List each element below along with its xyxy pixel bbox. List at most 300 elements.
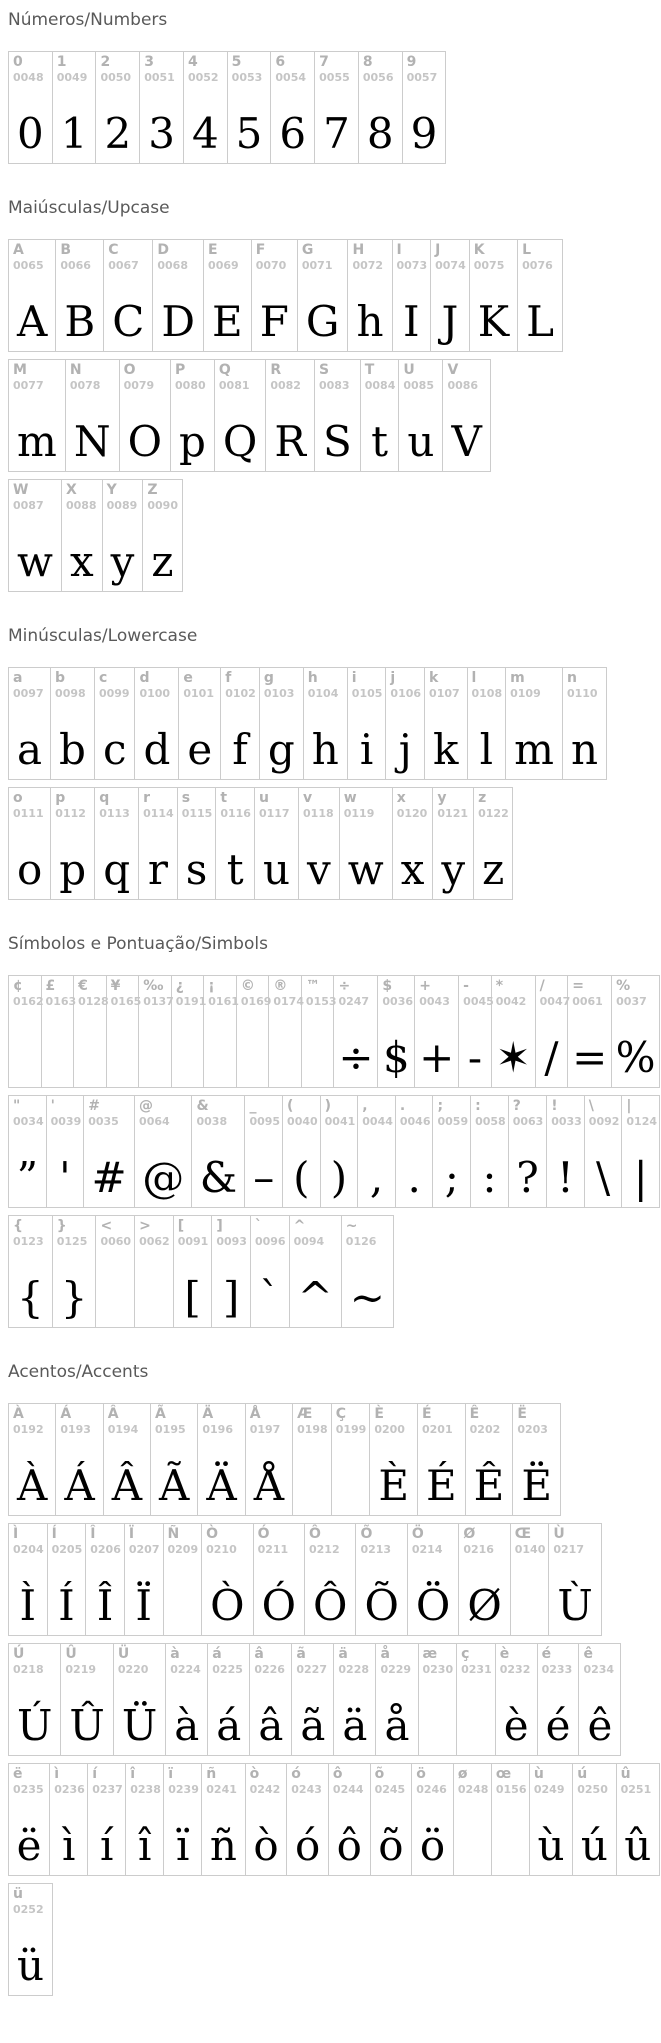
cell-glyph-preview: :	[482, 1153, 497, 1202]
cell-character-label: û	[620, 1766, 631, 1782]
cell-head	[612, 979, 659, 1008]
glyph-cell	[9, 1524, 48, 1635]
cell-character-label: L	[522, 242, 532, 258]
glyph-cell	[376, 1644, 418, 1755]
cell-unicode-code: 0120	[396, 807, 428, 820]
cell-character-label: H	[352, 242, 365, 258]
cell-unicode-code: 0237	[92, 1783, 123, 1796]
glyph-cell	[492, 976, 536, 1087]
cell-unicode-code: 0115	[181, 807, 213, 820]
cell-character-label: ñ	[206, 1766, 217, 1782]
glyph-cell	[496, 1644, 538, 1755]
glyph-cell	[246, 1404, 293, 1515]
cell-head	[61, 1647, 112, 1676]
glyph-cell	[107, 976, 140, 1087]
cell-unicode-code: 0098	[55, 687, 86, 700]
glyph-cell	[74, 976, 107, 1087]
cell-unicode-code: 0238	[130, 1783, 161, 1796]
cell-character-label: {	[13, 1218, 23, 1234]
cell-character-label: ©	[240, 978, 255, 994]
cell-unicode-code: 0109	[510, 687, 541, 700]
cell-unicode-code: 0092	[588, 1115, 620, 1128]
glyph-cell	[51, 668, 95, 779]
cell-glyph-preview: .	[407, 1153, 421, 1202]
cell-glyph-preview: ö	[419, 1821, 446, 1870]
cell-head	[433, 791, 473, 820]
cell-character-label: ù	[533, 1766, 544, 1782]
cell-unicode-code: 0207	[128, 1543, 160, 1556]
glyph-row	[8, 239, 563, 352]
cell-character-label: Ç	[335, 1406, 346, 1422]
glyph-cell	[415, 976, 459, 1087]
glyph-cell	[9, 1216, 53, 1327]
cell-unicode-code: 0034	[13, 1115, 44, 1128]
cell-unicode-code: 0214	[411, 1543, 443, 1556]
cell-head	[399, 363, 442, 392]
cell-unicode-code: 0174	[273, 995, 304, 1008]
glyph-cell	[9, 788, 51, 899]
cell-character-label: D	[157, 242, 169, 258]
cell-head	[266, 363, 314, 392]
glyph-cell	[135, 668, 179, 779]
cell-unicode-code: 0239	[168, 1783, 199, 1796]
glyph-cell	[433, 788, 474, 899]
glyph-cell	[269, 976, 302, 1087]
cell-head	[415, 979, 458, 1008]
cell-character-label: â	[254, 1646, 264, 1662]
cell-head	[459, 978, 494, 1008]
cell-unicode-code: 0122	[478, 807, 509, 820]
cell-glyph-preview: ù	[537, 1821, 565, 1870]
cell-glyph-preview: Û	[69, 1701, 105, 1750]
cell-character-label: é	[541, 1646, 552, 1662]
cell-head	[95, 791, 138, 820]
cell-head	[9, 55, 52, 84]
cell-glyph-preview: !	[557, 1153, 574, 1202]
cell-unicode-code: 0047	[539, 995, 571, 1008]
glyph-cell	[459, 1524, 510, 1635]
glyph-cell	[47, 1096, 85, 1207]
cell-character-label: ü	[13, 1886, 23, 1902]
cell-glyph-preview: m	[17, 417, 57, 466]
cell-head	[433, 1099, 470, 1128]
cell-head	[202, 1767, 244, 1796]
glyph-cell	[51, 788, 95, 899]
cell-head	[9, 363, 65, 392]
cell-head	[393, 791, 433, 820]
cell-unicode-code: 0165	[110, 995, 142, 1008]
glyph-row	[8, 479, 183, 592]
cell-head	[549, 1527, 600, 1556]
cell-unicode-code: 0105	[351, 687, 383, 700]
cell-character-label: P	[175, 362, 186, 378]
cell-character-label: .	[399, 1098, 406, 1114]
cell-glyph-preview: ?	[516, 1153, 539, 1202]
glyph-cell	[334, 976, 378, 1087]
cell-head	[321, 1099, 358, 1128]
glyph-cell	[208, 1644, 250, 1755]
cell-head	[315, 363, 360, 392]
glyph-cell	[84, 1096, 135, 1207]
cell-character-label: È	[374, 1406, 384, 1422]
glyph-cell	[48, 1524, 87, 1635]
cell-unicode-code: 0036	[382, 995, 414, 1008]
cell-glyph-preview: c	[102, 725, 127, 774]
cell-glyph-preview: v	[307, 845, 331, 894]
cell-character-label: A	[13, 242, 24, 258]
cell-character-label: 5	[231, 54, 242, 70]
cell-glyph-preview: t	[371, 417, 388, 466]
cell-head	[74, 978, 109, 1008]
cell-head	[298, 243, 348, 272]
cell-head	[107, 978, 142, 1008]
cell-unicode-code: 0225	[212, 1663, 243, 1676]
cell-character-label: i	[351, 670, 357, 686]
cell-glyph-preview: m	[514, 725, 554, 774]
cell-unicode-code: 0126	[345, 1235, 377, 1248]
cell-glyph-preview: u	[262, 845, 291, 894]
cell-character-label: >	[139, 1218, 151, 1234]
glyph-cell	[396, 1096, 434, 1207]
cell-character-label: Ô	[309, 1526, 321, 1542]
cell-character-label: "	[13, 1098, 21, 1114]
cell-head	[56, 1407, 102, 1436]
cell-character-label: x	[396, 790, 406, 806]
cell-head	[252, 243, 297, 272]
cell-character-label: y	[437, 790, 447, 806]
cell-character-label: +	[419, 978, 431, 994]
cell-head	[315, 55, 358, 84]
cell-unicode-code: 0114	[143, 807, 174, 820]
cell-unicode-code: 0082	[270, 379, 301, 392]
cell-head	[216, 791, 254, 820]
cell-unicode-code: 0070	[255, 259, 287, 272]
cell-character-label: É	[421, 1406, 432, 1422]
cell-glyph-preview: ^	[297, 1273, 333, 1322]
glyph-cell	[104, 240, 153, 351]
glyph-cell	[419, 1644, 458, 1755]
cell-character-label: z	[478, 790, 487, 806]
glyph-cell	[135, 1096, 192, 1207]
cell-character-label: ‰	[143, 978, 164, 994]
cell-unicode-code: 0137	[143, 995, 174, 1008]
cell-head	[492, 1767, 529, 1796]
cell-glyph-preview: ~	[349, 1273, 385, 1322]
cell-character-label: -	[463, 978, 469, 994]
cell-character-label: q	[99, 790, 110, 806]
glyph-row	[8, 1763, 660, 1876]
cell-head	[293, 1407, 331, 1436]
cell-head	[139, 978, 174, 1008]
cell-head	[9, 1767, 49, 1796]
cell-glyph-preview: À	[17, 1461, 48, 1510]
cell-character-label: g	[263, 670, 274, 686]
cell-character-label: 1	[56, 54, 67, 70]
cell-head	[269, 978, 304, 1008]
cell-unicode-code: 0037	[616, 995, 647, 1008]
cell-glyph-preview: +	[419, 1033, 455, 1082]
cell-glyph-preview: Ú	[17, 1701, 53, 1750]
cell-character-label: ¡	[208, 978, 215, 994]
glyph-cell	[506, 668, 563, 779]
cell-glyph-preview: á	[216, 1701, 242, 1750]
glyph-cell	[468, 668, 507, 779]
cell-character-label: ì	[54, 1766, 60, 1782]
cell-glyph-preview: é	[545, 1701, 571, 1750]
cell-glyph-preview: u	[407, 417, 435, 466]
glyph-row	[8, 667, 607, 780]
glyph-cell	[290, 1216, 342, 1327]
cell-head	[120, 363, 170, 392]
cell-unicode-code: 0232	[499, 1663, 531, 1676]
cell-character-label: Ø	[463, 1526, 476, 1542]
cell-unicode-code: 0063	[512, 1115, 544, 1128]
cell-unicode-code: 0071	[301, 259, 333, 272]
cell-character-label: U	[403, 362, 415, 378]
cell-unicode-code: 0088	[65, 499, 97, 512]
cell-character-label: f	[225, 670, 232, 686]
cell-character-label: '	[50, 1098, 55, 1114]
glyph-cell	[334, 1644, 376, 1755]
glyph-cell	[221, 668, 260, 779]
cell-glyph-preview: @	[142, 1153, 185, 1202]
glyph-cell	[474, 788, 512, 899]
glyph-cell	[251, 1216, 290, 1327]
glyph-cell	[96, 52, 140, 163]
glyph-cell	[9, 1764, 50, 1875]
cell-character-label: m	[510, 670, 525, 686]
cell-unicode-code: 0045	[463, 995, 494, 1008]
cell-head	[192, 1099, 244, 1128]
cell-glyph-preview: =	[572, 1033, 608, 1082]
cell-character-label: ú	[577, 1766, 588, 1782]
cell-unicode-code: 0067	[108, 259, 139, 272]
cell-head	[135, 671, 178, 700]
glyph-cell	[340, 788, 393, 899]
cell-head	[496, 1647, 537, 1676]
cell-character-label: î	[130, 1766, 136, 1782]
cell-character-label: Ä	[202, 1406, 214, 1422]
glyph-cell	[433, 1096, 471, 1207]
cell-head	[290, 1219, 341, 1248]
cell-head	[140, 55, 183, 84]
glyph-cell	[305, 1524, 356, 1635]
cell-head	[403, 55, 446, 84]
glyph-cell	[50, 1764, 88, 1875]
cell-glyph-preview: B	[64, 297, 96, 346]
cell-glyph-preview: Î	[96, 1581, 114, 1630]
cell-unicode-code: 0228	[338, 1663, 370, 1676]
cell-head	[42, 978, 77, 1008]
cell-unicode-code: 0093	[216, 1235, 247, 1248]
cell-head	[492, 979, 535, 1008]
cell-character-label: æ	[422, 1646, 438, 1662]
cell-unicode-code: 0204	[13, 1543, 44, 1556]
cell-character-label: Z	[147, 482, 158, 498]
cell-unicode-code: 0059	[437, 1115, 469, 1128]
cell-character-label: 9	[406, 54, 417, 70]
cell-character-label: n	[566, 670, 577, 686]
cell-head	[513, 1407, 560, 1436]
cell-character-label: ÷	[338, 978, 351, 994]
cell-unicode-code: 0236	[54, 1783, 85, 1796]
glyph-cell	[153, 240, 204, 351]
cell-glyph-preview: É	[425, 1461, 457, 1510]
cell-glyph-preview: k	[433, 725, 459, 774]
cell-head	[506, 671, 562, 700]
cell-glyph-preview: í	[100, 1821, 114, 1870]
glyph-cell	[184, 52, 228, 163]
cell-unicode-code: 0194	[107, 1423, 139, 1436]
cell-character-label: ?	[512, 1098, 521, 1114]
cell-character-label: F	[255, 242, 266, 258]
cell-unicode-code: 0094	[293, 1235, 325, 1248]
glyph-cell	[408, 1524, 459, 1635]
cell-glyph-preview: s	[185, 845, 208, 894]
cell-unicode-code: 0140	[514, 1543, 546, 1556]
glyph-cell	[356, 1524, 407, 1635]
cell-unicode-code: 0245	[374, 1783, 406, 1796]
glyph-cell	[171, 360, 215, 471]
cell-character-label: œ	[495, 1766, 512, 1782]
cell-character-label: #	[88, 1098, 100, 1114]
cell-glyph-preview: 6	[279, 109, 307, 158]
cell-head	[9, 1099, 46, 1128]
cell-character-label: ¢	[13, 978, 23, 994]
cell-glyph-preview: R	[274, 417, 306, 466]
cell-glyph-preview: Ë	[521, 1461, 552, 1510]
cell-head	[48, 1527, 86, 1556]
glyph-cell	[198, 1404, 245, 1515]
cell-head	[340, 791, 392, 820]
cell-head	[47, 1099, 84, 1128]
cell-glyph-preview: ;	[444, 1153, 459, 1202]
cell-unicode-code: 0153	[305, 995, 337, 1008]
cell-glyph-preview: E	[212, 297, 243, 346]
cell-character-label: €	[78, 978, 88, 994]
section-lowercase	[8, 626, 655, 900]
cell-head	[271, 55, 314, 84]
glyph-cell	[358, 1096, 396, 1207]
cell-head	[9, 1219, 52, 1248]
cell-head	[376, 1647, 417, 1676]
cell-glyph-preview: Ê	[473, 1461, 505, 1510]
cell-glyph-preview: b	[59, 725, 86, 774]
cell-glyph-preview: {	[17, 1273, 44, 1322]
cell-character-label: ä	[338, 1646, 348, 1662]
cell-glyph-preview: F	[259, 297, 289, 346]
cell-head	[361, 363, 399, 392]
cell-glyph-preview: Ï	[135, 1581, 152, 1630]
cell-unicode-code: 0035	[88, 1115, 119, 1128]
cell-head	[62, 483, 102, 512]
cell-glyph-preview: Ã	[159, 1461, 190, 1510]
cell-character-label: 2	[100, 54, 111, 70]
cell-unicode-code: 0251	[620, 1783, 652, 1796]
glyph-cell	[332, 1404, 371, 1515]
glyph-cell	[9, 1404, 56, 1515]
cell-character-label: a	[13, 670, 23, 686]
glyph-cell	[237, 976, 270, 1087]
cell-head	[153, 243, 203, 272]
glyph-cell	[164, 1524, 203, 1635]
glyph-cell	[192, 1096, 245, 1207]
cell-character-label: 6	[275, 54, 286, 70]
cell-character-label: V	[447, 362, 459, 378]
glyph-cell	[260, 668, 304, 779]
cell-head	[84, 1099, 134, 1128]
cell-head	[86, 1527, 124, 1556]
cell-glyph-preview: 3	[148, 109, 175, 158]
cell-unicode-code: 0162	[13, 995, 44, 1008]
cell-head	[617, 1767, 659, 1796]
cell-head	[579, 1647, 620, 1676]
cell-unicode-code: 0086	[447, 379, 479, 392]
cell-glyph-preview: Ó	[261, 1581, 296, 1630]
glyph-cell	[246, 1764, 288, 1875]
cell-unicode-code: 0128	[78, 995, 109, 1008]
glyph-cell	[393, 240, 432, 351]
cell-character-label: ^	[293, 1218, 306, 1234]
cell-glyph-preview: L	[526, 297, 555, 346]
cell-unicode-code: 0102	[225, 687, 256, 700]
cell-glyph-preview: e	[187, 725, 213, 774]
cell-glyph-preview: x	[69, 537, 94, 586]
glyph-cell	[457, 1644, 496, 1755]
cell-unicode-code: 0217	[553, 1543, 584, 1556]
cell-unicode-code: 0250	[577, 1783, 608, 1796]
cell-head	[622, 1099, 659, 1128]
cell-head	[283, 1099, 320, 1128]
cell-unicode-code: 0072	[352, 259, 384, 272]
cell-head	[88, 1767, 125, 1796]
cell-glyph-preview: }	[60, 1273, 88, 1322]
glyph-cell	[9, 1096, 47, 1207]
cell-unicode-code: 0083	[318, 379, 350, 392]
glyph-cell	[315, 52, 359, 163]
glyph-cell	[538, 1644, 580, 1755]
glyph-cell	[53, 1216, 97, 1327]
cell-glyph-preview: È	[378, 1461, 409, 1510]
glyph-cell	[114, 1644, 166, 1755]
glyph-cell	[178, 788, 217, 899]
cell-unicode-code: 0233	[541, 1663, 573, 1676]
cell-unicode-code: 0163	[45, 995, 77, 1008]
cell-head	[396, 1099, 433, 1128]
cell-glyph-preview: å	[384, 1701, 410, 1750]
cell-character-label: e	[183, 670, 193, 686]
cell-unicode-code: 0108	[471, 687, 503, 700]
glyph-cell	[254, 1524, 305, 1635]
cell-unicode-code: 0113	[99, 807, 130, 820]
cell-unicode-code: 0206	[90, 1543, 121, 1556]
cell-character-label: X	[65, 482, 77, 498]
section-numbers	[8, 10, 655, 164]
cell-glyph-preview: C	[112, 297, 145, 346]
glyph-cell	[126, 1764, 164, 1875]
cell-glyph-preview: ñ	[209, 1821, 237, 1870]
cell-character-label: Å	[249, 1406, 261, 1422]
cell-glyph-preview: 2	[104, 109, 132, 158]
glyph-cell	[62, 480, 103, 591]
cell-character-label: |	[626, 1098, 632, 1114]
cell-unicode-code: 0117	[258, 807, 290, 820]
cell-unicode-code: 0064	[139, 1115, 170, 1128]
cell-character-label: ç	[461, 1646, 470, 1662]
cell-glyph-preview: G	[305, 297, 340, 346]
cell-unicode-code: 0224	[170, 1663, 201, 1676]
cell-head	[299, 791, 339, 820]
